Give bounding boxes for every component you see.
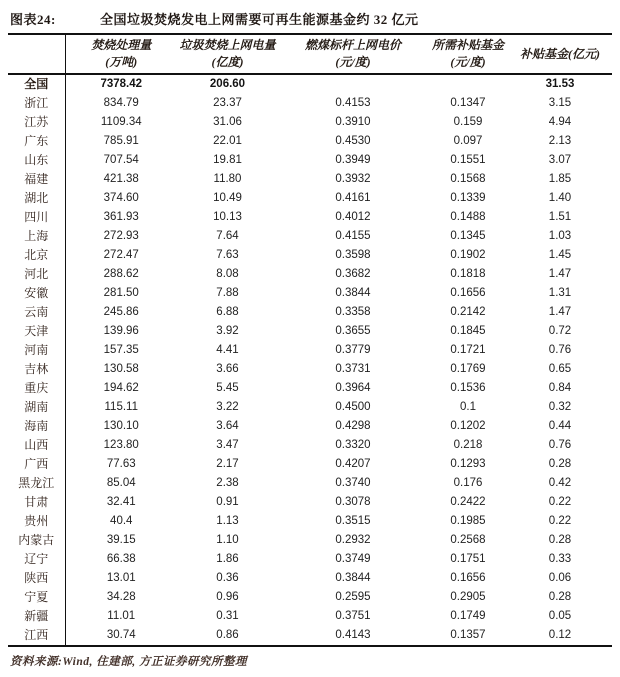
- value-cell: 0.3731: [335, 363, 371, 375]
- value-cell: 0.33: [548, 553, 572, 565]
- value-cell: 3.92: [216, 325, 239, 337]
- value-cell: 10.13: [213, 211, 242, 223]
- value-cell: 0.1339: [450, 192, 486, 204]
- value-cell: 23.37: [213, 97, 242, 109]
- value-cell: 0.1536: [450, 382, 486, 394]
- value-cell: 1.86: [216, 553, 239, 565]
- value-cell: 4.41: [216, 344, 239, 356]
- value-cell: 8.08: [216, 268, 239, 280]
- value-cell: 2.38: [216, 477, 239, 489]
- table-row: [8, 132, 612, 151]
- table-row: [8, 626, 612, 646]
- value-cell: 0.1656: [450, 287, 486, 299]
- value-cell: 32.41: [106, 496, 136, 508]
- value-cell: 85.04: [106, 477, 136, 489]
- region-label: 北京: [8, 246, 65, 265]
- value-cell: 3.47: [216, 439, 239, 451]
- region-label: 黑龙江: [8, 474, 65, 493]
- value-cell: 130.10: [103, 420, 139, 432]
- table-row: [8, 189, 612, 208]
- value-cell: 361.93: [103, 211, 139, 223]
- table-row: [8, 322, 612, 341]
- value-cell: 1.47: [548, 268, 572, 280]
- value-cell: 3.66: [216, 363, 239, 375]
- value-cell: 1109.34: [100, 116, 142, 128]
- value-cell: 157.35: [103, 344, 139, 356]
- value-cell: 421.38: [103, 173, 139, 185]
- value-cell: 0.1749: [450, 610, 486, 622]
- value-cell: 0.1347: [450, 97, 486, 109]
- value-cell: 1.40: [548, 192, 572, 204]
- value-cell: 0.1: [460, 401, 476, 413]
- value-cell: 66.38: [106, 553, 136, 565]
- region-label: 海南: [8, 417, 65, 436]
- value-cell: 0.1769: [450, 363, 486, 375]
- value-cell: 785.91: [103, 135, 139, 147]
- value-cell: 0.4500: [335, 401, 371, 413]
- value-cell: 0.3751: [335, 610, 371, 622]
- value-cell: 272.93: [103, 230, 139, 242]
- value-cell: 7.88: [216, 287, 239, 299]
- value-cell: 2.17: [216, 458, 239, 470]
- value-cell: 0.3740: [335, 477, 371, 489]
- table-body: [8, 74, 612, 646]
- region-label: 全国: [8, 74, 65, 94]
- region-label: 江西: [8, 626, 65, 646]
- value-cell: 3.15: [548, 97, 572, 109]
- value-cell: 1.47: [548, 306, 572, 318]
- value-cell: 0.28: [548, 534, 572, 546]
- value-cell: 707.54: [103, 154, 139, 166]
- figure-caption: [8, 6, 612, 33]
- region-label: 四川: [8, 208, 65, 227]
- value-cell: 0.2422: [450, 496, 486, 508]
- value-cell: 11.01: [107, 610, 136, 622]
- region-label: 广西: [8, 455, 65, 474]
- region-label: 山西: [8, 436, 65, 455]
- table-row: [8, 379, 612, 398]
- value-cell: 374.60: [103, 192, 139, 204]
- value-cell: 31.53: [545, 78, 575, 90]
- table-row: [8, 246, 612, 265]
- region-label: 湖南: [8, 398, 65, 417]
- column-header: 燃煤标杆上网电价 (元/度): [278, 34, 428, 74]
- value-cell: 10.49: [213, 192, 242, 204]
- value-cell: 115.11: [104, 401, 138, 413]
- value-cell: 0.22: [548, 496, 572, 508]
- value-cell: 34.28: [106, 591, 136, 603]
- value-cell: 0.3844: [335, 287, 371, 299]
- header-row: [8, 34, 612, 74]
- table-row: [8, 398, 612, 417]
- value-cell: 0.3932: [335, 173, 371, 185]
- value-cell: 194.62: [103, 382, 139, 394]
- value-cell: 0.1345: [450, 230, 486, 242]
- value-cell: 3.64: [216, 420, 239, 432]
- value-cell: 0.42: [548, 477, 572, 489]
- value-cell: 1.51: [548, 211, 572, 223]
- value-cell: 0.3964: [335, 382, 371, 394]
- value-cell: 0.1751: [450, 553, 486, 565]
- value-cell: 0.3655: [335, 325, 371, 337]
- value-cell: 1.85: [548, 173, 572, 185]
- table-row: [8, 151, 612, 170]
- value-cell: 0.86: [216, 629, 239, 641]
- table-row: [8, 94, 612, 113]
- table-row: [8, 455, 612, 474]
- figure-title: 全国垃圾焚烧发电上网需要可再生能源基金约 32 亿元: [100, 12, 419, 27]
- value-cell: 0.2905: [450, 591, 486, 603]
- value-cell: 0.06: [548, 572, 572, 584]
- region-label: 重庆: [8, 379, 65, 398]
- table-row: [8, 113, 612, 132]
- value-cell: 0.2932: [335, 534, 371, 546]
- table-row: [8, 417, 612, 436]
- value-cell: 0.76: [548, 344, 572, 356]
- value-cell: 245.86: [103, 306, 139, 318]
- value-cell: 0.3749: [335, 553, 371, 565]
- value-cell: 0.72: [548, 325, 572, 337]
- table-row: [8, 208, 612, 227]
- value-cell: 0.28: [548, 458, 572, 470]
- value-cell: [278, 74, 428, 94]
- region-label: 天津: [8, 322, 65, 341]
- value-cell: 6.88: [216, 306, 239, 318]
- value-cell: 40.4: [110, 515, 133, 527]
- table-row: [8, 170, 612, 189]
- value-cell: 1.13: [216, 515, 239, 527]
- value-cell: 0.4155: [335, 230, 371, 242]
- value-cell: 0.22: [548, 515, 572, 527]
- table-row: [8, 474, 612, 493]
- value-cell: [428, 74, 508, 94]
- region-label: 江苏: [8, 113, 65, 132]
- table-row: [8, 607, 612, 626]
- value-cell: 77.63: [106, 458, 136, 470]
- value-cell: 0.4530: [335, 135, 371, 147]
- value-cell: 0.3949: [335, 154, 371, 166]
- value-cell: 0.1202: [450, 420, 486, 432]
- value-cell: 0.96: [216, 591, 239, 603]
- column-header: 所需补贴基金 (元/度): [428, 34, 508, 74]
- value-cell: 30.74: [106, 629, 136, 641]
- value-cell: 0.2595: [335, 591, 371, 603]
- region-label: 贵州: [8, 512, 65, 531]
- value-cell: 0.2568: [450, 534, 486, 546]
- table-row: [8, 227, 612, 246]
- value-cell: 0.3844: [335, 572, 371, 584]
- region-label: 上海: [8, 227, 65, 246]
- value-cell: 139.96: [103, 325, 139, 337]
- value-cell: 1.45: [548, 249, 572, 261]
- region-label: 福建: [8, 170, 65, 189]
- region-label: 甘肃: [8, 493, 65, 512]
- value-cell: 834.79: [103, 97, 139, 109]
- value-cell: 19.81: [213, 154, 242, 166]
- table-row: [8, 74, 612, 94]
- table-row: [8, 569, 612, 588]
- region-label: 浙江: [8, 94, 65, 113]
- value-cell: 0.1551: [450, 154, 486, 166]
- region-column-header: [8, 34, 65, 74]
- value-cell: 0.3515: [335, 515, 371, 527]
- value-cell: 0.3598: [335, 249, 371, 261]
- value-cell: 13.01: [106, 572, 136, 584]
- value-cell: 22.01: [213, 135, 242, 147]
- value-cell: 0.84: [548, 382, 572, 394]
- value-cell: 0.097: [453, 135, 483, 147]
- value-cell: 0.1568: [450, 173, 486, 185]
- value-cell: 0.91: [216, 496, 239, 508]
- value-cell: 7.64: [216, 230, 239, 242]
- region-label: 河南: [8, 341, 65, 360]
- value-cell: 39.15: [106, 534, 136, 546]
- table-row: [8, 588, 612, 607]
- value-cell: 0.159: [453, 116, 483, 128]
- value-cell: 0.3779: [335, 344, 371, 356]
- data-table: [8, 33, 612, 647]
- value-cell: 0.4298: [335, 420, 371, 432]
- value-cell: 0.65: [548, 363, 572, 375]
- value-cell: 0.1818: [450, 268, 486, 280]
- region-label: 安徽: [8, 284, 65, 303]
- value-cell: 0.05: [548, 610, 572, 622]
- value-cell: 288.62: [103, 268, 139, 280]
- region-label: 新疆: [8, 607, 65, 626]
- value-cell: 281.50: [103, 287, 139, 299]
- value-cell: 0.4153: [335, 97, 371, 109]
- region-label: 云南: [8, 303, 65, 322]
- region-label: 广东: [8, 132, 65, 151]
- value-cell: 0.1721: [450, 344, 486, 356]
- region-label: 陕西: [8, 569, 65, 588]
- table-row: [8, 531, 612, 550]
- value-cell: 0.3358: [335, 306, 371, 318]
- value-cell: 0.4207: [335, 458, 371, 470]
- value-cell: 0.1845: [450, 325, 486, 337]
- value-cell: 0.1985: [450, 515, 486, 527]
- value-cell: 0.4143: [335, 629, 371, 641]
- value-cell: 0.28: [548, 591, 572, 603]
- value-cell: 130.58: [103, 363, 139, 375]
- table-row: [8, 512, 612, 531]
- value-cell: 11.80: [213, 173, 242, 185]
- value-cell: 0.3078: [335, 496, 371, 508]
- table-row: [8, 303, 612, 322]
- value-cell: 0.176: [453, 477, 483, 489]
- figure-number: 图表24:: [10, 12, 56, 27]
- value-cell: 1.10: [216, 534, 239, 546]
- value-cell: 0.1488: [450, 211, 486, 223]
- value-cell: 0.3910: [335, 116, 371, 128]
- column-header: 垃圾焚烧上网电量 (亿度): [177, 34, 278, 74]
- region-label: 吉林: [8, 360, 65, 379]
- value-cell: 3.07: [548, 154, 572, 166]
- table-row: [8, 436, 612, 455]
- value-cell: 0.1656: [450, 572, 486, 584]
- value-cell: 0.4161: [335, 192, 371, 204]
- value-cell: 0.4012: [335, 211, 371, 223]
- value-cell: 0.1357: [450, 629, 486, 641]
- table-row: [8, 341, 612, 360]
- value-cell: 7378.42: [100, 78, 143, 90]
- region-label: 辽宁: [8, 550, 65, 569]
- region-label: 山东: [8, 151, 65, 170]
- column-header: 焚烧处理量 (万吨): [65, 34, 177, 74]
- value-cell: 1.03: [548, 230, 572, 242]
- value-cell: 4.94: [548, 116, 572, 128]
- source-note: 资料来源:Wind, 住建部, 方正证券研究所整理: [10, 656, 247, 668]
- value-cell: 0.3682: [335, 268, 371, 280]
- table-row: [8, 284, 612, 303]
- table-row: [8, 265, 612, 284]
- table-row: [8, 360, 612, 379]
- value-cell: 0.218: [453, 439, 483, 451]
- value-cell: 31.06: [213, 116, 242, 128]
- value-cell: 0.1902: [450, 249, 486, 261]
- value-cell: 0.32: [548, 401, 572, 413]
- value-cell: 206.60: [209, 78, 246, 90]
- value-cell: 0.1293: [450, 458, 486, 470]
- value-cell: 7.63: [216, 249, 239, 261]
- value-cell: 5.45: [216, 382, 239, 394]
- value-cell: 0.12: [548, 629, 572, 641]
- value-cell: 0.3320: [335, 439, 371, 451]
- column-header: 补贴基金(亿元): [508, 34, 612, 74]
- region-label: 湖北: [8, 189, 65, 208]
- value-cell: 0.2142: [450, 306, 486, 318]
- value-cell: 0.36: [216, 572, 239, 584]
- table-row: [8, 493, 612, 512]
- region-label: 河北: [8, 265, 65, 284]
- value-cell: 123.80: [103, 439, 139, 451]
- region-label: 宁夏: [8, 588, 65, 607]
- value-cell: 3.22: [216, 401, 239, 413]
- value-cell: 272.47: [103, 249, 139, 261]
- value-cell: 2.13: [548, 135, 572, 147]
- value-cell: 0.76: [548, 439, 572, 451]
- region-label: 内蒙古: [8, 531, 65, 550]
- value-cell: 1.31: [548, 287, 572, 299]
- value-cell: 0.44: [548, 420, 572, 432]
- value-cell: 0.31: [216, 610, 239, 622]
- table-row: [8, 550, 612, 569]
